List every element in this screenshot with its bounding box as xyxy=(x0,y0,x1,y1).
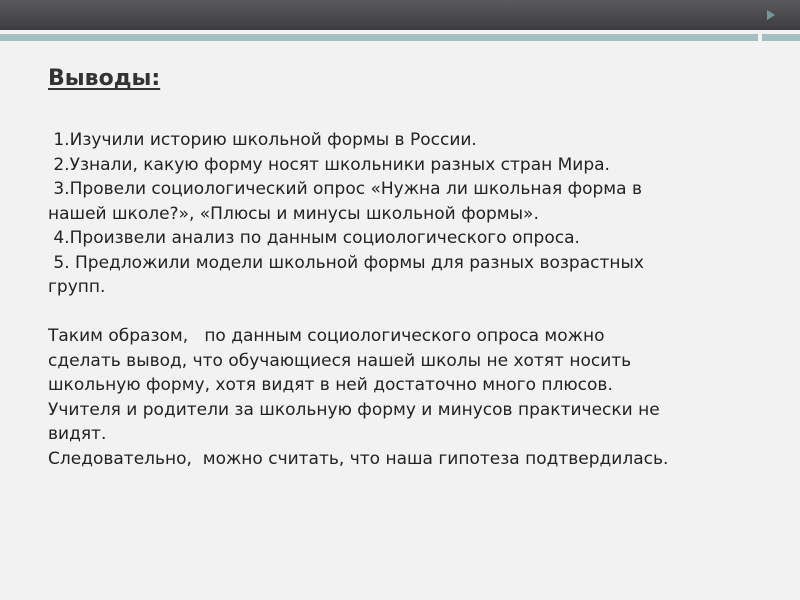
list-item-continuation: групп. xyxy=(48,277,106,297)
conclusion-line: школьную форму, хотя видят в ней достаточно много плюсов. xyxy=(48,375,613,395)
spacer xyxy=(48,300,788,325)
conclusion-line: Таким образом, по данным социологического опроса можно xyxy=(48,326,605,346)
list-item: 3.Провели социологический опрос «Нужна ли школьная форма в xyxy=(48,179,642,199)
conclusion-line: видят. xyxy=(48,424,107,444)
conclusion-line: Следовательно, можно считать, что наша гипотеза подтвердилась. xyxy=(48,448,669,469)
header-band xyxy=(0,0,800,30)
conclusion-line: Учителя и родители за школьную форму и минусов практически не xyxy=(48,399,660,420)
accent-strip xyxy=(0,34,758,41)
list-item: 2.Узнали, какую форму носят школьники разных стран Мира. xyxy=(48,154,610,175)
list-item-continuation: нашей школе?», «Плюсы и минусы школьной формы». xyxy=(48,203,539,224)
list-item: 4.Произвели анализ по данным социологического опроса. xyxy=(48,228,580,248)
play-arrow-icon xyxy=(767,10,775,20)
list-item: 1.Изучили историю школьной формы в России. xyxy=(48,130,477,150)
conclusion-line: сделать вывод, что обучающиеся нашей школы не хотят носить xyxy=(48,350,632,371)
list-item: 5. Предложили модели школьной формы для разных возрастных xyxy=(48,252,644,273)
slide-title: Выводы: xyxy=(48,66,161,91)
slide-body xyxy=(48,128,788,471)
accent-square xyxy=(762,34,800,41)
